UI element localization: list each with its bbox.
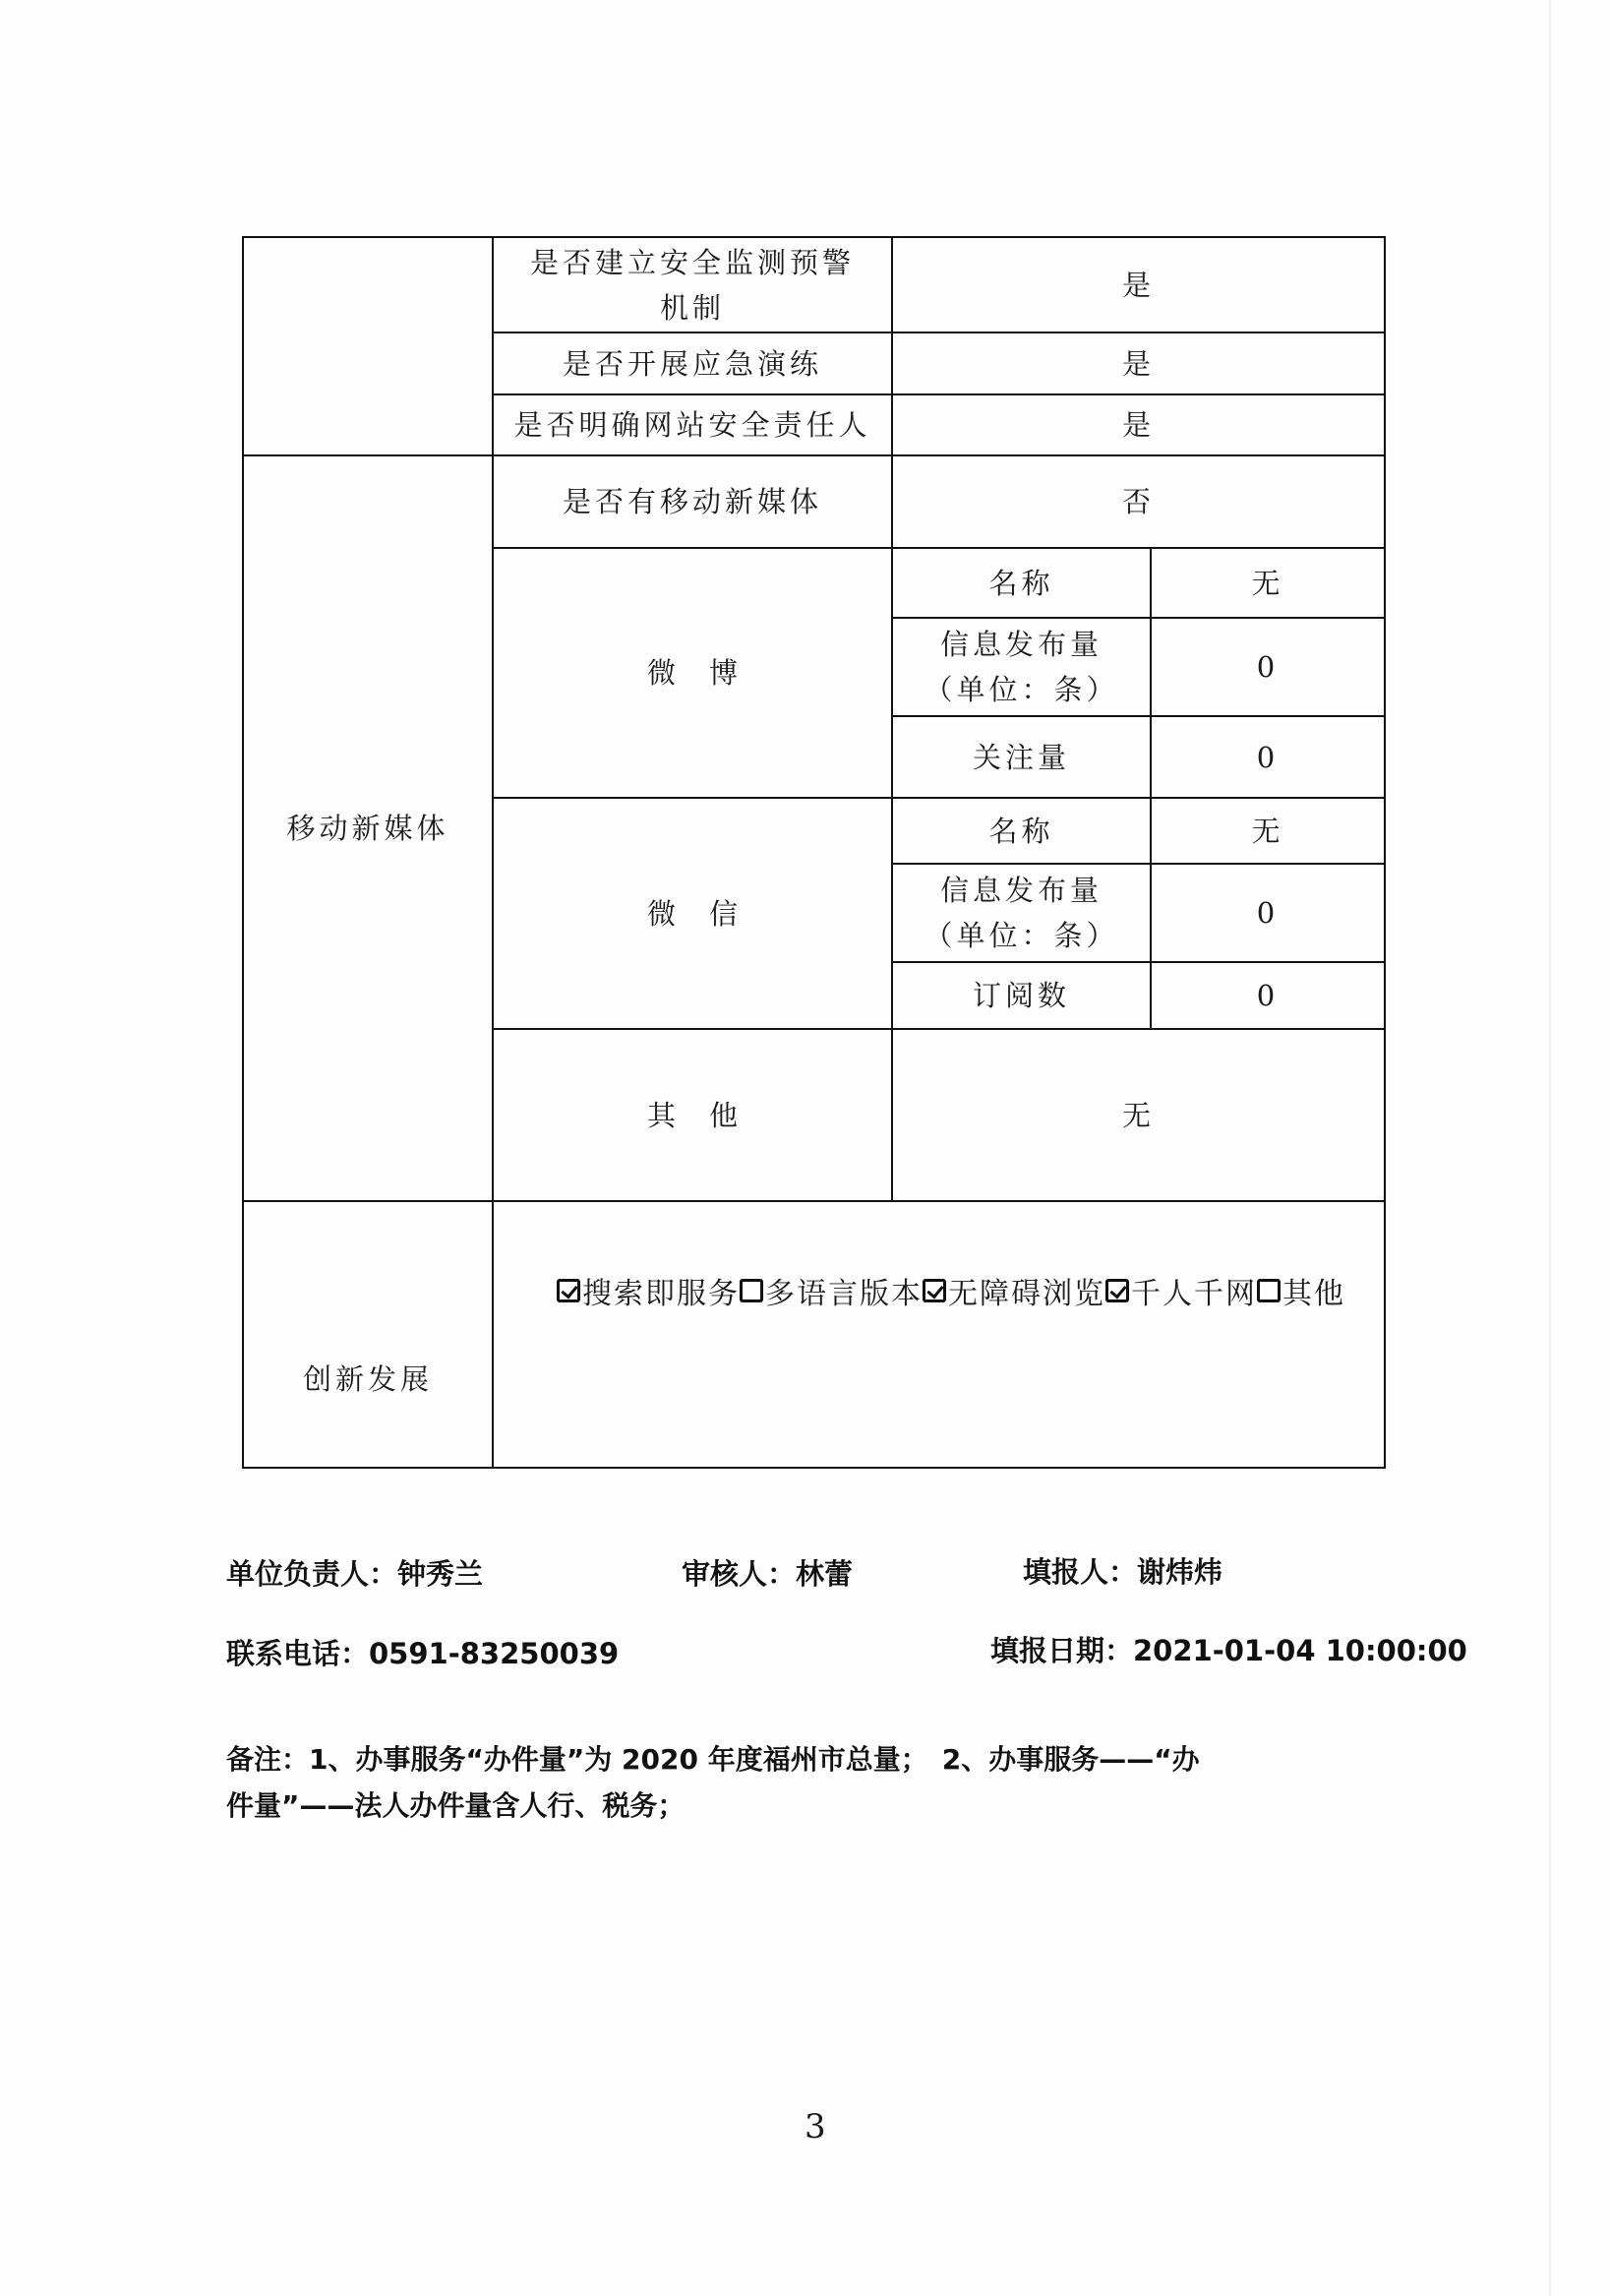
weibo-name-field: 名称 [988,566,1054,600]
wechat-posts-field-line1: 信息发布量 [939,874,1103,907]
innovation-options [557,1269,1345,1312]
security-answer-cell [893,333,1384,393]
weibo-posts-value: 0 [1256,650,1280,684]
remarks-line-1: 备注：1、办事服务“办件量”为 2020 年度福州市总量； 2、办事服务——“办 [226,1743,1200,1776]
weibo-followers-value: 0 [1256,740,1280,774]
remarks-line-2: 件量”——法人办件量含人行、税务； [226,1789,686,1822]
fill-date: 填报日期：2021-01-04 10:00:00 [990,1634,1467,1667]
table-border-bottom [242,1467,1386,1469]
weibo-posts-field-line1: 信息发布量 [939,628,1103,661]
weibo-followers-field: 关注量 [972,740,1070,774]
page-number: 3 [805,2107,826,2146]
wechat-value-cell [1152,865,1384,961]
other-value-cell [893,1030,1384,1200]
weibo-field-cell [893,619,1150,715]
wechat-field-cell [893,799,1150,863]
mobile-section-label-cell [244,456,492,1200]
has-mobile-answer: 否 [1121,485,1155,518]
weibo-value-cell [1152,549,1384,617]
table-border-right [1384,236,1386,1469]
weibo-value-cell [1152,717,1384,797]
security-question-cell [494,395,891,454]
security-answer-cell [893,395,1384,454]
weibo-name-value: 无 [1251,566,1284,600]
remarks [226,1736,1387,1829]
filler: 填报人：谢炜炜 [1023,1555,1223,1589]
security-answer: 是 [1121,408,1155,442]
other-label: 其他 [646,1098,771,1132]
reviewer: 审核人：林蕾 [682,1557,854,1591]
weibo-posts-field-line2: （单位：条） [924,673,1119,706]
weibo-field-cell [893,717,1150,797]
security-question: 是否建立安全监测预警机制 [530,245,856,325]
wechat-value-cell [1152,799,1384,863]
weibo-label-cell [494,549,891,797]
has-mobile-question: 是否有移动新媒体 [562,485,822,518]
wechat-posts-field-line2: （单位：条） [924,919,1119,952]
weibo-field-cell [893,549,1150,617]
security-question-cell [494,238,891,332]
mobile-section-label: 移动新媒体 [286,812,449,845]
security-answer: 是 [1121,268,1155,302]
option-label: 多语言版本 [765,1277,923,1311]
checkbox-search-service[interactable] [557,1279,580,1302]
contact-phone: 联系电话：0591-83250039 [226,1637,620,1670]
other-value: 无 [1121,1098,1155,1132]
option-label: 其他 [1282,1277,1345,1311]
option-label: 无障碍浏览 [948,1277,1105,1311]
weibo-value-cell [1152,619,1384,715]
checkbox-accessibility[interactable] [923,1279,946,1302]
security-question: 是否明确网站安全责任人 [513,408,871,442]
option-label: 千人千网 [1131,1277,1257,1311]
security-answer-cell [893,238,1384,332]
security-answer: 是 [1121,346,1155,381]
wechat-subscribers-value: 0 [1256,979,1280,1012]
checkbox-multilingual[interactable] [740,1279,763,1302]
weibo-label: 微博 [646,656,771,690]
wechat-posts-value: 0 [1256,896,1280,930]
has-mobile-question-cell [494,456,891,547]
checkbox-other[interactable] [1257,1279,1281,1302]
has-mobile-answer-cell [893,456,1384,547]
security-question-cell [494,333,891,393]
wechat-subscribers-field: 订阅数 [972,979,1070,1012]
wechat-label: 微信 [646,896,771,931]
wechat-name-value: 无 [1251,814,1284,848]
innovation-label: 创新发展 [302,1361,433,1396]
security-question: 是否开展应急演练 [562,346,822,381]
wechat-label-cell [494,799,891,1028]
wechat-value-cell [1152,963,1384,1028]
scan-artifact [1549,0,1551,2296]
wechat-name-field: 名称 [988,814,1054,848]
wechat-field-cell [893,963,1150,1028]
unit-head: 单位负责人：钟秀兰 [226,1557,484,1591]
wechat-field-cell [893,865,1150,961]
other-label-cell [494,1030,891,1200]
innovation-label-cell [244,1202,492,1467]
option-label: 搜索即服务 [582,1277,740,1311]
checkbox-personalized[interactable] [1105,1279,1129,1302]
